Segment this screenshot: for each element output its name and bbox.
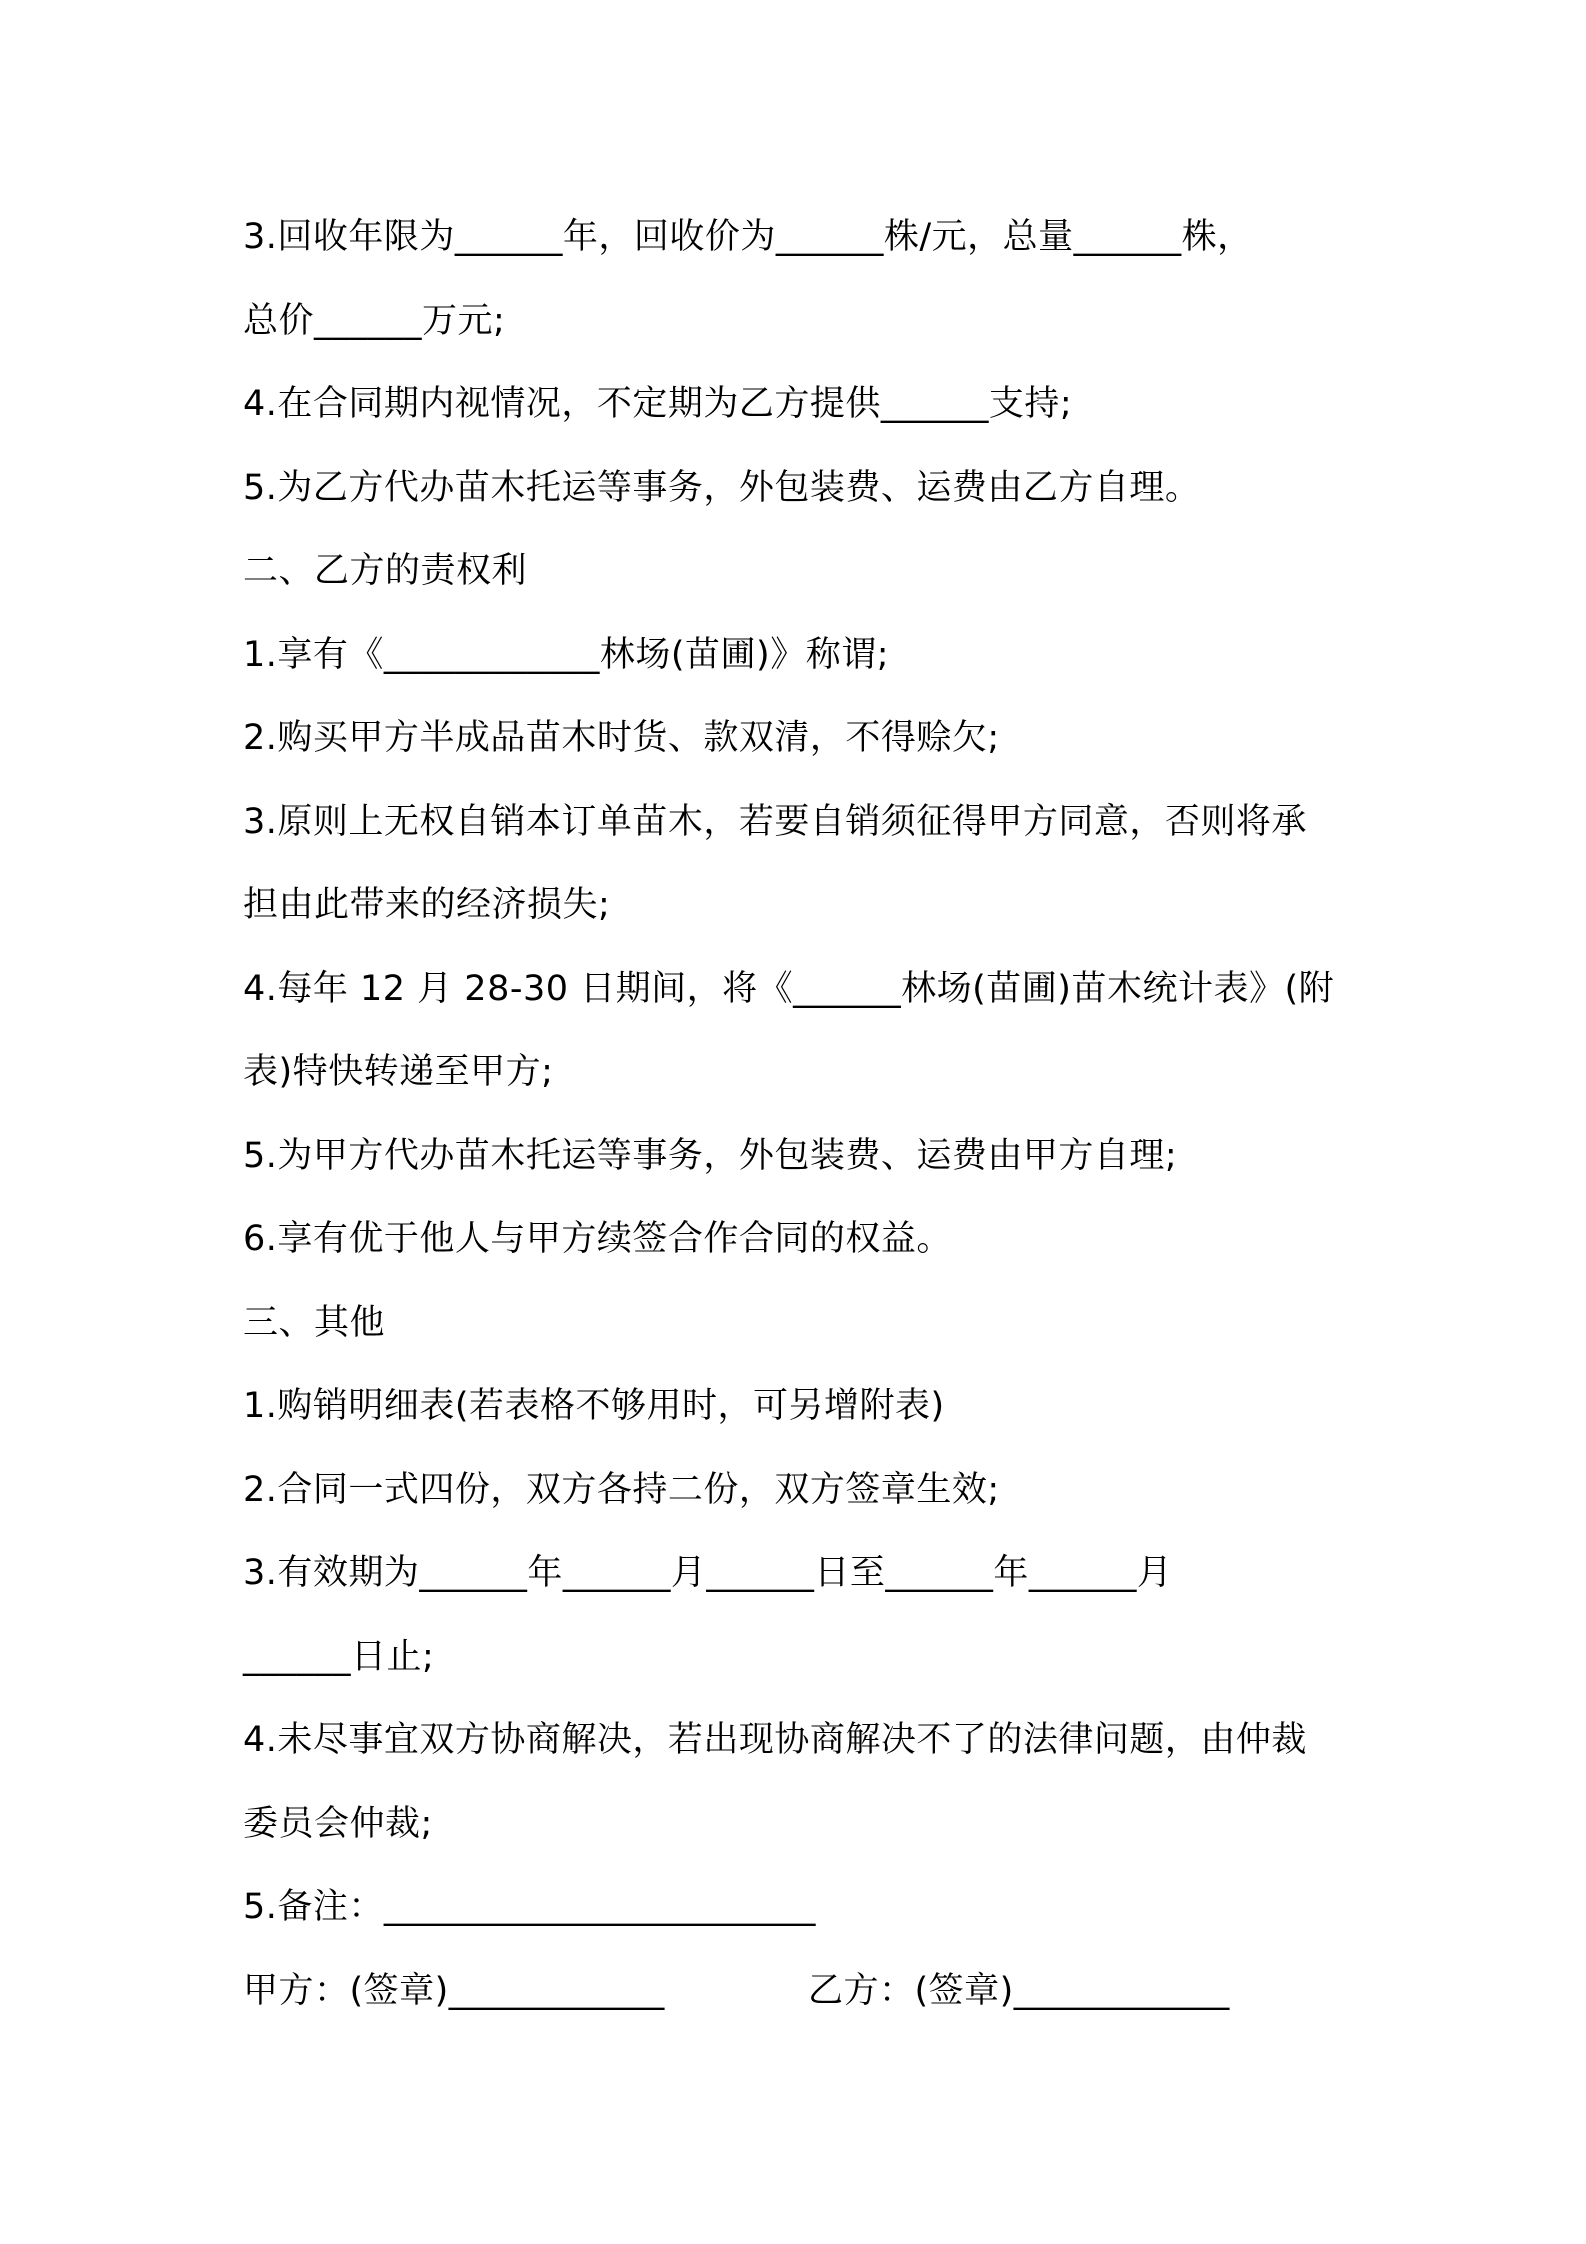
clause-recovery-terms: 3.回收年限为______年，回收价为______株/元，总量______株， [243,217,1253,257]
clause-total-price: 总价______万元; [243,300,506,341]
contract-body [243,196,1363,2033]
clause-renewal: 6.享有优于他人与甲方续签合作合同的权益。 [243,1219,952,1259]
section-heading-other: 三、其他 [243,1302,386,1343]
clause-arbitration: 4.未尽事宜双方协商解决，若出现协商解决不了的法律问题，由仲裁 [243,1720,1307,1760]
clause-arbitration-cont: 委员会仲裁; [243,1803,433,1844]
party-b-signature: 乙方：(签章)____________ [808,1970,1230,2011]
clause-statistics: 4.每年 12 月 28-30 日期间，将《______林场(苗圃)苗木统计表》(附 [243,968,1335,1009]
clause-title-right: 1.享有《____________林场(苗圃)》称谓; [243,634,889,675]
clause-detail-table: 1.购销明细表(若表格不够用时，可另增附表) [243,1386,945,1426]
clause-validity: 3.有效期为______年______月______日至______年______月 [243,1553,1173,1593]
clause-remarks: 5.备注：________________________ [243,1887,816,1927]
party-a-signature: 甲方：(签章)____________ [243,1970,665,2011]
clause-statistics-cont: 表)特快转递至甲方; [243,1052,554,1092]
clause-support: 4.在合同期内视情况，不定期为乙方提供______支持; [243,384,1073,424]
clause-validity-cont: ______日止; [243,1636,435,1677]
clause-payment: 2.购买甲方半成品苗木时货、款双清，不得赊欠; [243,718,1000,758]
signature-row [243,1950,1363,2034]
clause-shipping-party-a: 5.为甲方代办苗木托运等事务，外包装费、运费由甲方自理; [243,1135,1178,1176]
clause-self-sale-cont: 担由此带来的经济损失; [243,885,611,925]
section-heading-party-b: 二、乙方的责权利 [243,551,528,591]
clause-copies: 2.合同一式四份，双方各持二份，双方签章生效; [243,1469,1000,1510]
clause-self-sale: 3.原则上无权自销本订单苗木，若要自销须征得甲方同意，否则将承 [243,801,1307,842]
clause-shipping-party-b: 5.为乙方代办苗木托运等事务，外包装费、运费由乙方自理。 [243,467,1201,508]
